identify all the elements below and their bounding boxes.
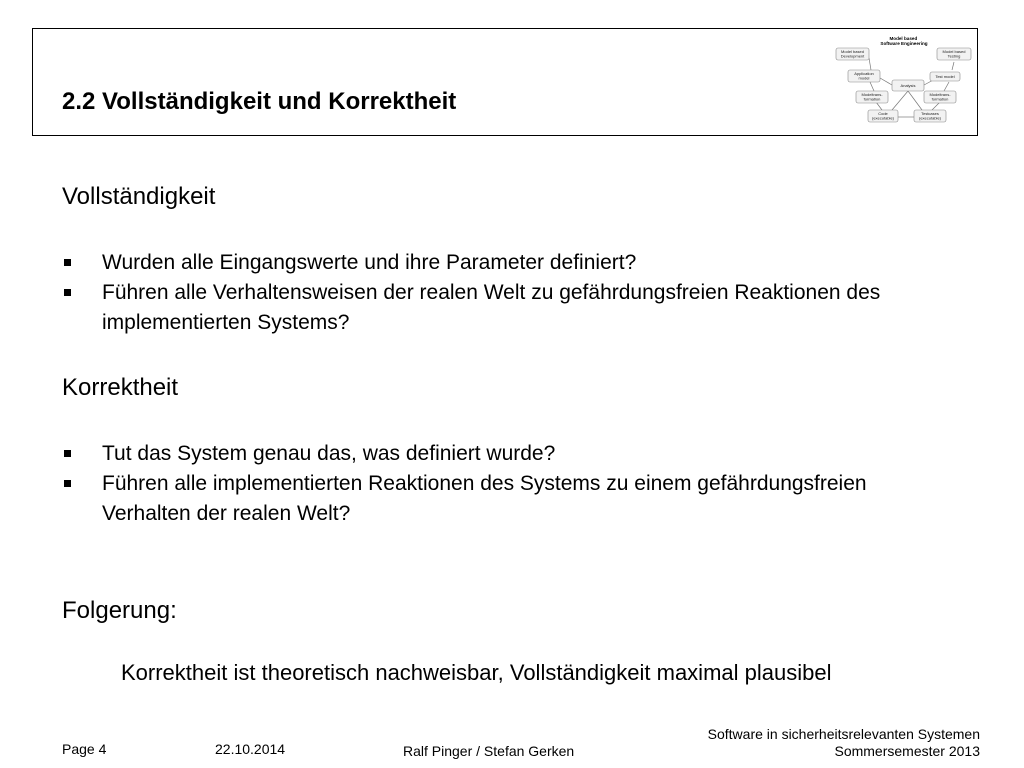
svg-text:Model basedDevelopment: Model based Development [840,49,865,59]
footer-semester: Sommersemester 2013 [834,743,980,759]
diagram-node-test-model [930,72,960,81]
bullet-item [62,278,922,338]
bullets-korrektheit [62,439,922,529]
diagram-node-code [868,110,898,122]
bullet-item [62,248,922,278]
svg-text:Model based Software Eng [880,36,927,46]
diagram-root-line2: Software Engineering [880,41,928,46]
square-bullet-icon [64,450,71,457]
bullet-text: Führen alle implementierten Reaktionen des Systems zu einem gefährdungsfreien Verhalten der realen Welt? [102,472,867,525]
bullet-item [62,469,922,529]
bullet-item [62,439,922,469]
bullet-text: Führen alle Verhaltensweisen der realen Welt zu gefährdungsfreien Reaktionen des implementierten Systems? [102,281,881,334]
square-bullet-icon [64,259,71,266]
svg-text:Modeltrans-formation: Modeltrans-formation [929,92,951,102]
diagram-node-application-model [848,70,880,82]
square-bullet-icon [64,480,71,487]
svg-text:Analysis: Analysis [900,83,916,88]
diagram-node-modeltransformation-left [856,91,888,103]
slide-title: 2.2 Vollständigkeit und Korrektheit [62,88,457,115]
diagram-node-mbt [937,48,971,60]
svg-text:Modeltrans-formation: Modeltrans-formation [861,92,883,102]
heading-vollstaendigkeit: Vollständigkeit [62,183,216,210]
mbse-diagram-svg [834,34,974,128]
diagram-node-mbd [836,48,869,60]
conclusion-text: Korrektheit ist theoretisch nachweisbar, Vollständigkeit maximal plausibel [121,660,832,685]
svg-text:Test model: Test model [935,74,955,79]
bullet-text: Wurden alle Eingangswerte und ihre Parameter definiert? [102,251,637,274]
footer-date: 22.10.2014 [215,741,286,757]
square-bullet-icon [64,289,71,296]
footer-course-title: Software in sicherheitsrelevanten Systemen [707,726,980,742]
bullets-vollstaendigkeit [62,248,922,338]
bullet-text: Tut das System genau das, was definiert wurde? [102,442,556,465]
svg-text:Applicationmodel: Application model [854,71,874,81]
diagram-node-analysis [892,80,924,91]
diagram-node-testcases [914,110,946,122]
diagram-node-modeltransformation-right [924,91,956,103]
heading-folgerung: Folgerung: [62,597,177,624]
svg-text:Testcases(executable): Testcases (executable) [918,111,942,121]
footer-page-number: Page 4 [62,741,107,757]
svg-text:Code(executable): Code (executable) [871,111,895,121]
heading-korrektheit: Korrektheit [62,374,179,401]
mbse-diagram [834,34,974,128]
diagram-root-line1: Model based [889,36,918,41]
svg-text:Model basedTesting: Model based Testing [942,49,966,59]
footer-authors: Ralf Pinger / Stefan Gerken [403,743,575,759]
